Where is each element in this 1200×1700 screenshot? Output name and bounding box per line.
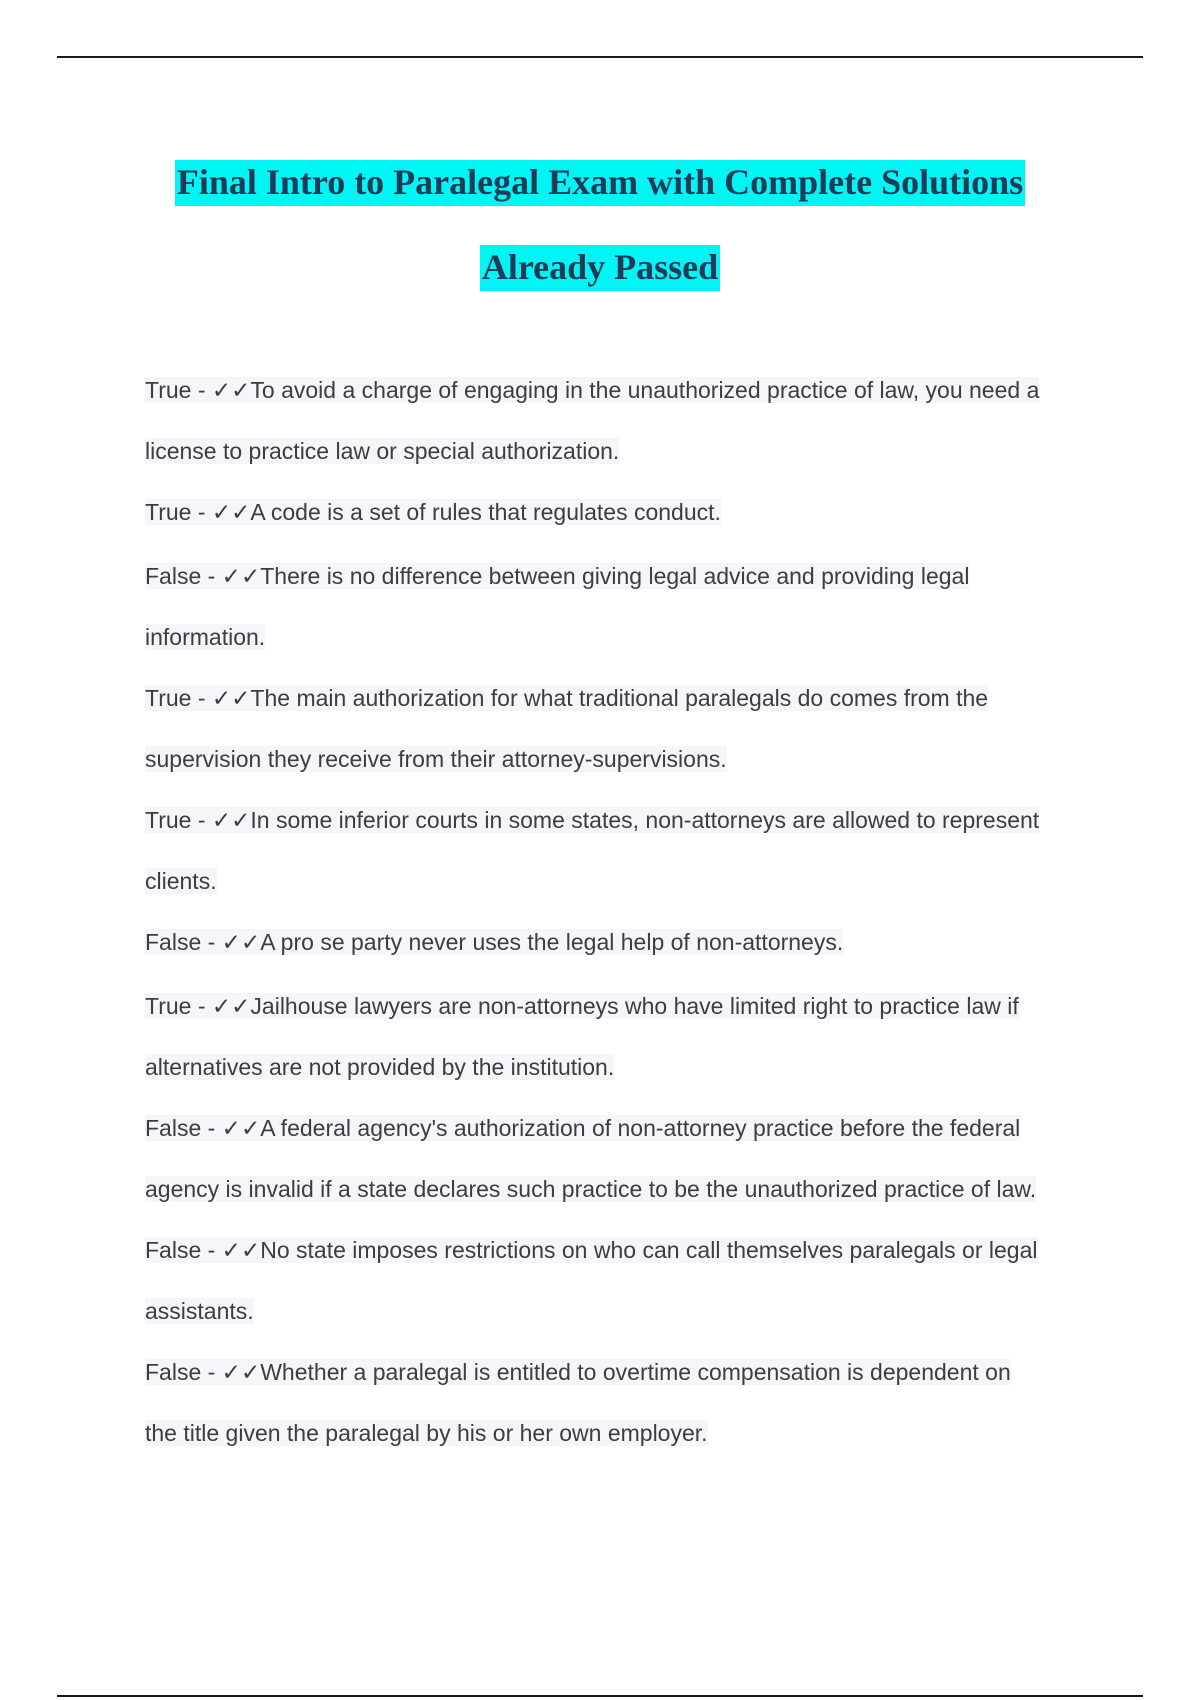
answer-7-line-2: alternatives are not provided by the institution. (145, 1054, 615, 1080)
title-text-1: Final Intro to Paralegal Exam with Complete Solutions (175, 160, 1025, 206)
title-line-2 (0, 225, 1200, 310)
answer-5-line-2: clients. (145, 868, 217, 894)
answer-10-line-2: the title given the paralegal by his or her own employer. (145, 1420, 708, 1446)
bottom-divider (57, 1695, 1143, 1697)
top-divider (57, 56, 1143, 58)
answer-5-line-1: True - ✓✓In some inferior courts in some states, non-attorneys are allowed to represent (145, 807, 1040, 833)
title-line-1 (0, 140, 1200, 225)
answer-3-line-2: information. (145, 624, 266, 650)
answer-1-line-1: True - ✓✓To avoid a charge of engaging in the unauthorized practice of law, you need a (145, 377, 1040, 403)
answer-4-line-1: True - ✓✓The main authorization for what traditional paralegals do comes from the (145, 685, 989, 711)
answer-4-line-2: supervision they receive from their attorney-supervisions. (145, 746, 727, 772)
answer-9-line-2: assistants. (145, 1298, 254, 1324)
answer-2-line-1: True - ✓✓A code is a set of rules that regulates conduct. (145, 499, 721, 525)
answer-10-line-1: False - ✓✓Whether a paralegal is entitled to overtime compensation is dependent on (145, 1359, 1011, 1385)
answer-8-line-1: False - ✓✓A federal agency's authorization of non-attorney practice before the federal (145, 1115, 1021, 1141)
answer-9-line-1: False - ✓✓No state imposes restrictions on who can call themselves paralegals or legal (145, 1237, 1038, 1263)
answer-1-line-2: license to practice law or special authorization. (145, 438, 620, 464)
answer-6-line-1: False - ✓✓A pro se party never uses the legal help of non-attorneys. (145, 929, 844, 955)
answer-3-line-1: False - ✓✓There is no difference between giving legal advice and providing legal (145, 563, 970, 589)
answer-list (145, 360, 1105, 1464)
title-text-2: Already Passed (480, 245, 720, 291)
document-title (0, 140, 1200, 310)
answer-7-line-1: True - ✓✓Jailhouse lawyers are non-attorneys who have limited right to practice law if (145, 993, 1019, 1019)
answer-8-line-2: agency is invalid if a state declares such practice to be the unauthorized practice of law. (145, 1176, 1037, 1202)
